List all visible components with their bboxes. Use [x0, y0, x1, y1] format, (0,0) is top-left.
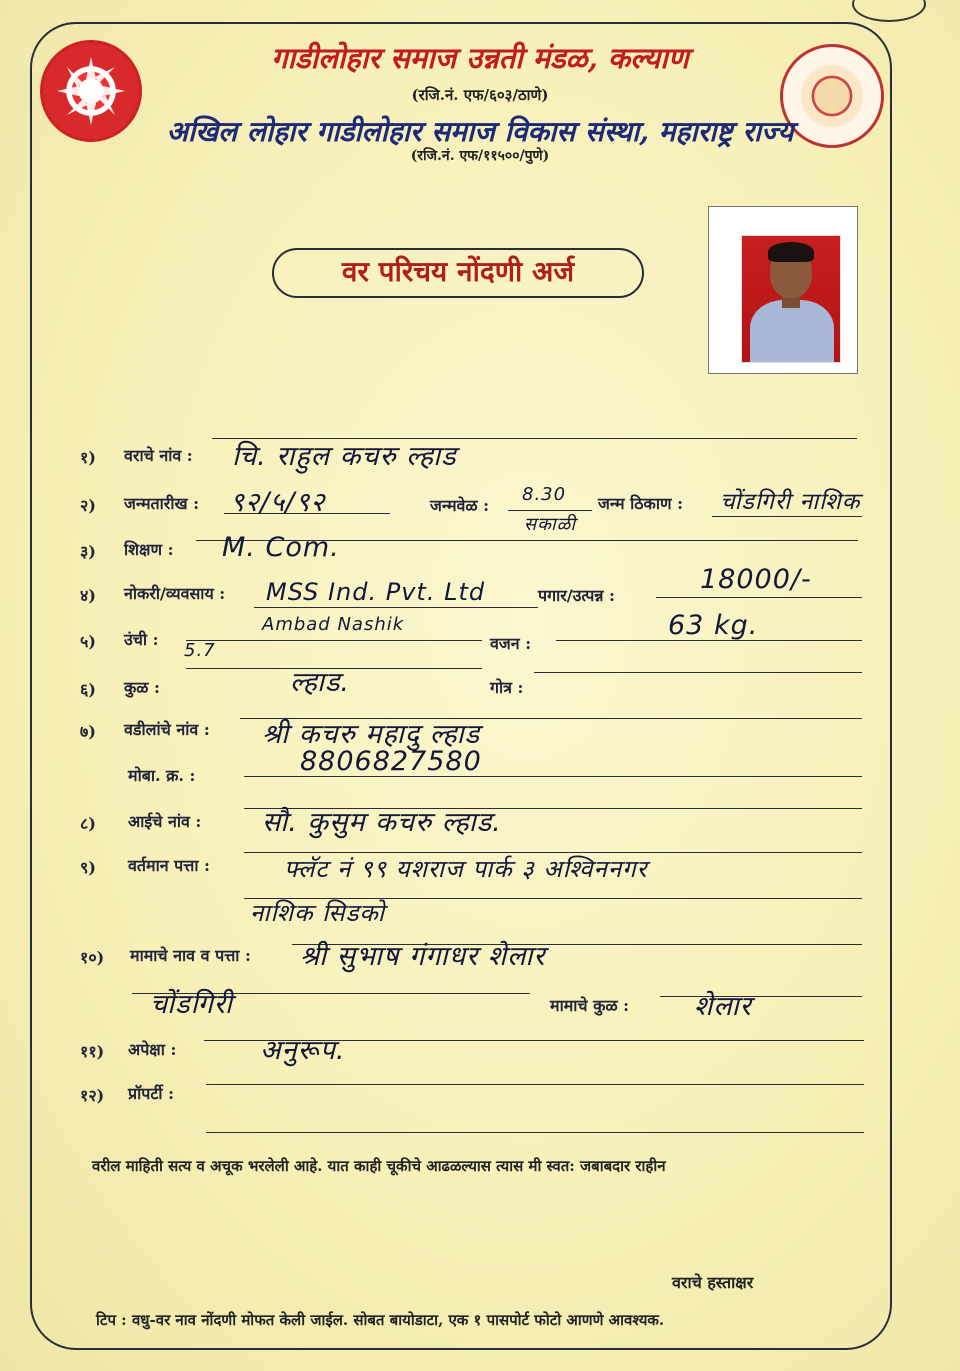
salary-label: पगार/उत्पन्न :: [538, 586, 615, 605]
maternal-uncle-label: मामाचे नाव व पत्ता :: [130, 946, 251, 965]
occupation-line: [254, 607, 538, 608]
birth-place-value: चोंडगिरी नाशिक: [720, 489, 861, 515]
field-number: ६): [80, 680, 96, 699]
maternal-uncle-value: श्री सुभाष गंगाधर शेलार: [300, 941, 546, 972]
field-number: ५): [80, 632, 96, 651]
field-number: ७): [80, 722, 96, 741]
height-label: उंची :: [124, 630, 159, 649]
occupation-location: Ambad Nashik: [262, 614, 405, 635]
birth-date-value: ९२/५/९२: [230, 487, 326, 518]
address-value-2: नाशिक सिडको: [250, 899, 386, 927]
declaration-text: वरील माहिती सत्य व अचूक भरलेली आहे. यात काही चूकीचे आढळल्यास त्यास मी स्वत: जबाबदार राहीन: [92, 1157, 666, 1175]
org-registration-1: (रजि.नं. एफ/६०३/ठाणे): [411, 86, 549, 104]
occupation-value: MSS Ind. Pvt. Ltd: [266, 578, 486, 606]
birth-time-note: सकाळी: [524, 514, 576, 535]
birth-time-label: जन्मवेळ :: [430, 496, 490, 515]
field-number: १०): [80, 948, 105, 967]
groom-name-value: चि. राहुल कचरु ल्हाड: [232, 441, 457, 472]
birth-date-label: जन्मतारीख :: [124, 494, 200, 513]
corner-page-mark: [852, 0, 926, 22]
maternal-clan-value: शेलार: [694, 991, 752, 1022]
org-registration-2: (रजि.नं. एफ/११५००/पुणे): [410, 148, 550, 164]
field-number: ८): [80, 814, 96, 833]
field-number: १२): [80, 1086, 105, 1105]
clan-value: ल्हाड.: [290, 667, 350, 698]
education-value: M. Com.: [222, 532, 340, 563]
org-name-2: अखिल लोहार गाडीलोहार समाज विकास संस्था, महाराष्ट्र राज्य: [166, 115, 794, 148]
gotra-line: [534, 672, 862, 673]
org-name-1: गाडीलोहार समाज उन्नती मंडळ, कल्याण: [271, 41, 689, 75]
address-label: वर्तमान पत्ता :: [128, 856, 210, 875]
birth-time-value: 8.30: [522, 484, 567, 505]
mother-name-value: सौ. कुसुम कचरु ल्हाड.: [262, 807, 502, 838]
expectation-value: अनुरूप.: [260, 1035, 346, 1066]
occupation-label: नोकरी/व्यवसाय :: [124, 584, 226, 603]
weight-label: वजन :: [490, 634, 532, 653]
property-line-1: [206, 1084, 864, 1085]
mobile-value: 8806827580: [300, 746, 482, 777]
field-number: ११): [80, 1042, 105, 1061]
expectation-label: अपेक्षा :: [128, 1040, 177, 1059]
gotra-label: गोत्र :: [490, 678, 524, 697]
maternal-uncle-address: चोंडगिरी: [150, 989, 233, 1020]
signature-label: वराचे हस्ताक्षर: [672, 1273, 754, 1292]
height-line: [186, 640, 482, 641]
property-label: प्रॉपर्टी :: [128, 1084, 175, 1103]
address-value-1: फ्लॅट नं ९९ यशराज पार्क ३ अश्विननगर: [284, 855, 648, 883]
field-number: २): [80, 496, 96, 515]
property-line-2: [206, 1132, 864, 1133]
form-title: वर परिचय नोंदणी अर्ज: [272, 248, 644, 298]
birth-place-label: जन्म ठिकाण :: [598, 494, 684, 513]
salary-value: 18000/-: [700, 564, 812, 595]
father-name-label: वडीलांचे नांव :: [124, 720, 210, 739]
birth-place-line: [712, 516, 862, 517]
passport-photo: [741, 235, 841, 363]
field-number: ९): [80, 858, 96, 877]
weight-value: 63 kg.: [668, 610, 759, 641]
groom-name-label: वराचे नांव :: [124, 446, 193, 465]
passport-photo-frame: [708, 206, 858, 374]
field-number: ३): [80, 542, 96, 561]
field-number: १): [80, 448, 96, 467]
salary-line: [656, 597, 862, 598]
mother-name-label: आईचे नांव :: [128, 812, 202, 831]
field-number: ४): [80, 586, 96, 605]
birth-time-line: [508, 510, 592, 511]
clan-label: कुळ :: [124, 678, 160, 697]
mobile-label: मोबा. क्र. :: [128, 766, 196, 785]
maternal-clan-label: मामाचे कुळ :: [550, 996, 630, 1015]
footer-note: टिप : वधु-वर नाव नोंदणी मोफत केली जाईल. सोबत बायोडाटा, एक १ पासपोर्ट फोटो आणणे आवश्यक.: [96, 1311, 665, 1329]
father-name-value: श्री कचरु महादु ल्हाड: [262, 719, 481, 750]
education-label: शिक्षण :: [124, 540, 174, 559]
height-value: 5.7: [184, 640, 216, 661]
maternal-clan-line: [660, 996, 862, 997]
